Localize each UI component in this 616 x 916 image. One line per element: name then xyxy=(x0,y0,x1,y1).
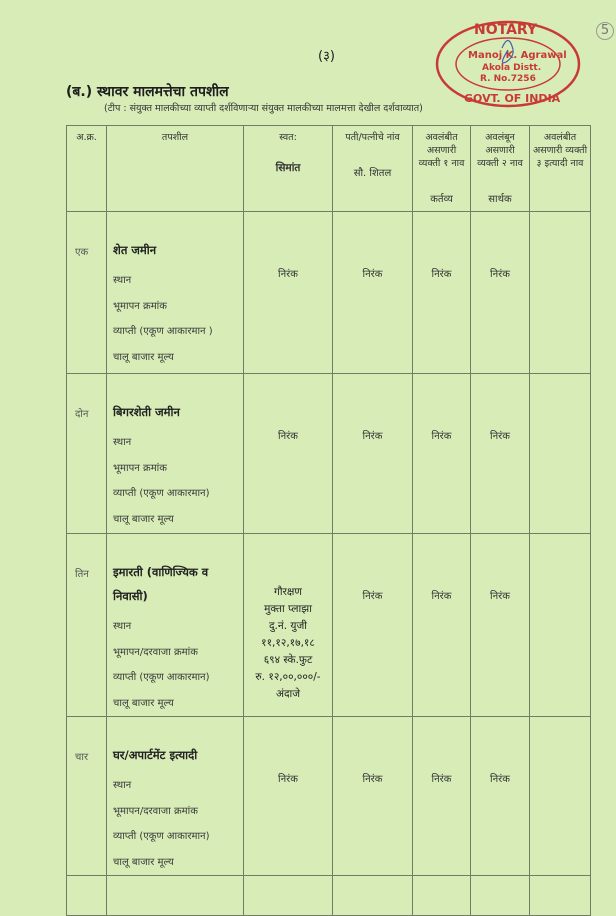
header-row xyxy=(67,126,591,212)
row-dep3-value xyxy=(530,374,591,534)
row-dep2-value: निरंक xyxy=(471,534,530,717)
section-note: (टीप : संयुक्त मालकीच्या व्याप्ती दर्शविणाऱ्या संयुक्त मालकीच्या मालमत्ता देखील दर्शवाव्यात) xyxy=(104,103,423,114)
row-title: घर/अपार्टमेंट इत्यादी xyxy=(113,748,198,762)
section-title: (ब.) स्थावर मालमत्तेचा तपशील xyxy=(66,84,229,100)
self-line: ६९४ स्के.फुट xyxy=(263,654,313,666)
notary-seal xyxy=(434,18,582,110)
row-field: चालू बाजार मूल्य xyxy=(113,513,174,525)
row-field: व्याप्ती (एकूण आकारमान ) xyxy=(113,326,213,337)
row-sn: एक xyxy=(67,212,107,374)
row-title: शेत जमीन xyxy=(113,243,157,257)
row-details xyxy=(107,876,244,916)
header-dep2 xyxy=(471,126,530,212)
row-sn: चार xyxy=(67,717,107,876)
header-dep1 xyxy=(413,126,471,212)
seal-place-text: Akola Distt. xyxy=(482,63,542,73)
row-spouse-value xyxy=(333,876,413,916)
row-dep3-value xyxy=(530,534,591,717)
header-spouse-name: सौ. शितल xyxy=(353,168,392,179)
row-sn: तिन xyxy=(67,534,107,717)
row-dep2-value: निरंक xyxy=(471,212,530,374)
row-field: स्थान xyxy=(113,275,132,286)
header-self-name: सिमांत xyxy=(275,162,301,174)
row-self-value xyxy=(244,876,333,916)
row-spouse-value: निरंक xyxy=(333,717,413,876)
row-dep3-value xyxy=(530,717,591,876)
header-dep3: अवलंबीत असणारी व्यक्ती ३ इत्यादी नाव xyxy=(530,126,591,212)
row-self-value: निरंक xyxy=(244,212,333,374)
row-field: भूमापन क्रमांक xyxy=(113,462,167,474)
row-field: व्याप्ती (एकूण आकारमान) xyxy=(113,672,210,683)
table-row xyxy=(67,717,591,876)
row-field: चालू बाजार मूल्य xyxy=(113,697,174,709)
row-dep1-value: निरंक xyxy=(413,717,471,876)
row-field: भूमापन/दरवाजा क्रमांक xyxy=(113,805,198,817)
row-dep1-value: निरंक xyxy=(413,212,471,374)
row-title: इमारती (वाणिज्यिक व निवासी) xyxy=(113,565,209,603)
row-dep1-value: निरंक xyxy=(413,534,471,717)
row-dep2-value: निरंक xyxy=(471,717,530,876)
header-spouse xyxy=(333,126,413,212)
self-line: दु.नं. युजी xyxy=(268,620,308,632)
row-field: चालू बाजार मूल्य xyxy=(113,351,174,363)
header-self xyxy=(244,126,333,212)
row-field: स्थान xyxy=(113,621,132,632)
row-sn xyxy=(67,876,107,916)
row-dep3-value xyxy=(530,876,591,916)
self-line: अंदाजे xyxy=(275,688,301,700)
self-line: रु. १२,००,०००/- xyxy=(255,671,321,683)
row-details xyxy=(107,374,244,534)
page-number: (३) xyxy=(318,49,335,64)
header-sn: अ.क्र. xyxy=(67,126,107,212)
row-self-value: निरंक xyxy=(244,374,333,534)
row-field: स्थान xyxy=(113,437,132,448)
row-field: व्याप्ती (एकूण आकारमान) xyxy=(113,488,210,499)
seal-bottom-text: GOVT. OF INDIA xyxy=(464,92,561,105)
row-details xyxy=(107,534,244,717)
row-dep2-value: निरंक xyxy=(471,374,530,534)
row-dep2-value xyxy=(471,876,530,916)
header-details: तपशील xyxy=(107,126,244,212)
self-line: मुक्ता प्लाझा xyxy=(264,603,312,615)
row-spouse-value: निरंक xyxy=(333,212,413,374)
table-row xyxy=(67,212,591,374)
self-line: गौरक्षण xyxy=(273,586,303,598)
header-dep2-label: अवलंबून असणारी व्यक्ती २ नाव xyxy=(477,132,523,169)
row-spouse-value: निरंक xyxy=(333,374,413,534)
row-field: व्याप्ती (एकूण आकारमान) xyxy=(113,831,210,842)
header-spouse-label: पती/पत्नीचे नांव xyxy=(345,132,400,143)
seal-top-text: NOTARY xyxy=(474,22,538,38)
seal-reg-text: R. No.7256 xyxy=(480,74,536,84)
row-field: स्थान xyxy=(113,780,132,791)
row-title: बिगरशेती जमीन xyxy=(113,405,180,419)
row-dep1-value: निरंक xyxy=(413,374,471,534)
row-dep3-value xyxy=(530,212,591,374)
header-dep1-name: कर्तव्य xyxy=(430,194,453,205)
immovable-assets-table xyxy=(66,125,591,916)
row-sn: दोन xyxy=(67,374,107,534)
row-self-value xyxy=(244,534,333,717)
table-row-cut-off xyxy=(67,876,591,916)
corner-mark: 5 xyxy=(596,22,614,40)
row-details xyxy=(107,212,244,374)
header-self-label: स्वत: xyxy=(279,132,297,143)
row-field: भूमापन क्रमांक xyxy=(113,300,167,312)
header-dep2-name: सार्थक xyxy=(488,194,512,205)
row-dep1-value xyxy=(413,876,471,916)
row-self-value: निरंक xyxy=(244,717,333,876)
row-field: भूमापन/दरवाजा क्रमांक xyxy=(113,646,198,658)
row-spouse-value: निरंक xyxy=(333,534,413,717)
seal-name-text: Manoj K. Agrawal xyxy=(468,50,567,61)
self-line: ११,१२,१७,१८ xyxy=(261,637,315,649)
header-dep1-label: अवलंबीत असणारी व्यक्ती १ नाव xyxy=(418,132,465,169)
row-field: चालू बाजार मूल्य xyxy=(113,856,174,868)
row-details xyxy=(107,717,244,876)
table-row xyxy=(67,374,591,534)
table-row xyxy=(67,534,591,717)
